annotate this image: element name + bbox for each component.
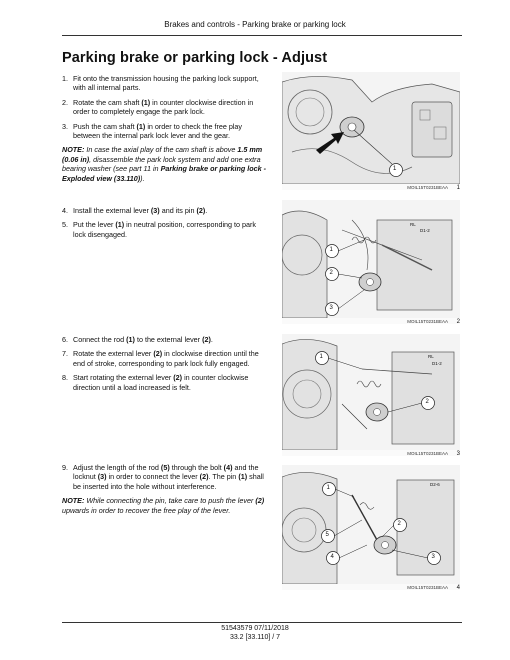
figure-4-callout-3: 3 bbox=[431, 554, 435, 560]
figure-4-ref: MOIL15T0231BEAA bbox=[407, 585, 448, 590]
figure-3-tag-d12: D1-2 bbox=[432, 361, 442, 366]
note-axial-play: NOTE: In case the axial play of the cam shaft is above 1.5 mm (0.06 in), disassemble the park lock system and add one extra bearing washer (see part 11 in Parking brake or parking lock - Exploded view (33.110)). bbox=[62, 145, 267, 183]
figure-2-tag-d12: D1-2 bbox=[420, 228, 430, 233]
footer-rule bbox=[62, 622, 462, 623]
step-5: 5. Put the lever (1) in neutral position, corresponding to park lock disengaged. bbox=[62, 220, 257, 239]
figure-4 bbox=[282, 465, 460, 590]
figure-3 bbox=[282, 334, 460, 456]
step-6: 6. Connect the rod (1) to the external lever (2). bbox=[62, 335, 213, 344]
figure-1 bbox=[282, 72, 460, 190]
figure-1-number: 1 bbox=[456, 185, 460, 191]
note-pin: NOTE: While connecting the pin, take care to push the lever (2) upwards in order to recover the free play of the lever. bbox=[62, 496, 265, 515]
figure-3-callout-1: 1 bbox=[319, 354, 323, 360]
footer-page-ref: 33.2 [33.110] / 7 bbox=[229, 634, 281, 641]
figure-2-callout-2: 2 bbox=[329, 270, 333, 276]
instruction-block-3 bbox=[62, 335, 266, 397]
figure-2-callout-3: 3 bbox=[329, 305, 333, 311]
figure-3-number: 3 bbox=[456, 451, 460, 457]
instruction-block-4 bbox=[62, 463, 266, 515]
figure-2-number: 2 bbox=[456, 319, 460, 325]
footer-doc-id: 51543579 07/11/2018 bbox=[221, 625, 289, 632]
page-header: Brakes and controls - Parking brake or parking lock bbox=[164, 20, 346, 29]
figure-3-tag-rl: RL bbox=[428, 354, 434, 359]
figure-2-drawing bbox=[282, 200, 460, 318]
figure-2-callout-1: 1 bbox=[329, 247, 333, 253]
figure-3-drawing bbox=[282, 334, 460, 450]
figure-3-callout-2: 2 bbox=[425, 399, 429, 405]
figure-2-tag-rl: RL bbox=[410, 222, 416, 227]
figure-2-ref: MOIL15T0231BEAA bbox=[407, 319, 448, 324]
page-title: Parking brake or parking lock - Adjust bbox=[62, 50, 328, 66]
step-2: 2. Rotate the cam shaft (1) in counter clockwise direction in order to completely engage the park lock. bbox=[62, 97, 254, 117]
header-rule bbox=[62, 35, 462, 36]
figure-4-callout-5: 5 bbox=[325, 532, 329, 538]
step-8: 8. Start rotating the external lever (2) in counter clockwise direction until a load increased is felt. bbox=[62, 373, 249, 392]
figure-4-number: 4 bbox=[456, 585, 460, 591]
step-4: 4. Install the external lever (3) and its pin (2). bbox=[62, 206, 208, 215]
step-3: 3. Push the cam shaft (1) in order to check the free play between the internal park lock lever and the gear. bbox=[62, 121, 243, 141]
instruction-block-2 bbox=[62, 206, 266, 244]
figure-3-ref: MOIL15T0231BEAA bbox=[407, 451, 448, 456]
step-7: 7. Rotate the external lever (2) in clockwise direction until the end of stroke, corresponding to park lock fully engaged. bbox=[62, 349, 259, 368]
exploded-view-link[interactable]: Parking brake or parking lock - Exploded view (33.110) bbox=[62, 164, 267, 183]
figure-4-callout-1: 1 bbox=[326, 485, 330, 491]
step-9: 9. Adjust the length of the rod (5) through the bolt (4) and the locknut (3) in order to connect the lever (2). The pin (1) shall be inserted into the hole without interference. bbox=[62, 463, 264, 491]
figure-4-callout-4: 4 bbox=[330, 554, 334, 560]
figure-1-ref: MOIL15T0231BEAA bbox=[407, 185, 448, 190]
figure-1-callout: 1 bbox=[393, 166, 397, 172]
instruction-block-1 bbox=[62, 74, 266, 183]
figure-1-drawing bbox=[282, 72, 460, 184]
figure-2 bbox=[282, 200, 460, 324]
figure-4-callout-2: 2 bbox=[397, 521, 401, 527]
step-1: 1. Fit onto the transmission housing the parking lock support, with all internal parts. bbox=[62, 74, 259, 93]
figure-4-tag-d26: D2-6 bbox=[430, 482, 440, 487]
